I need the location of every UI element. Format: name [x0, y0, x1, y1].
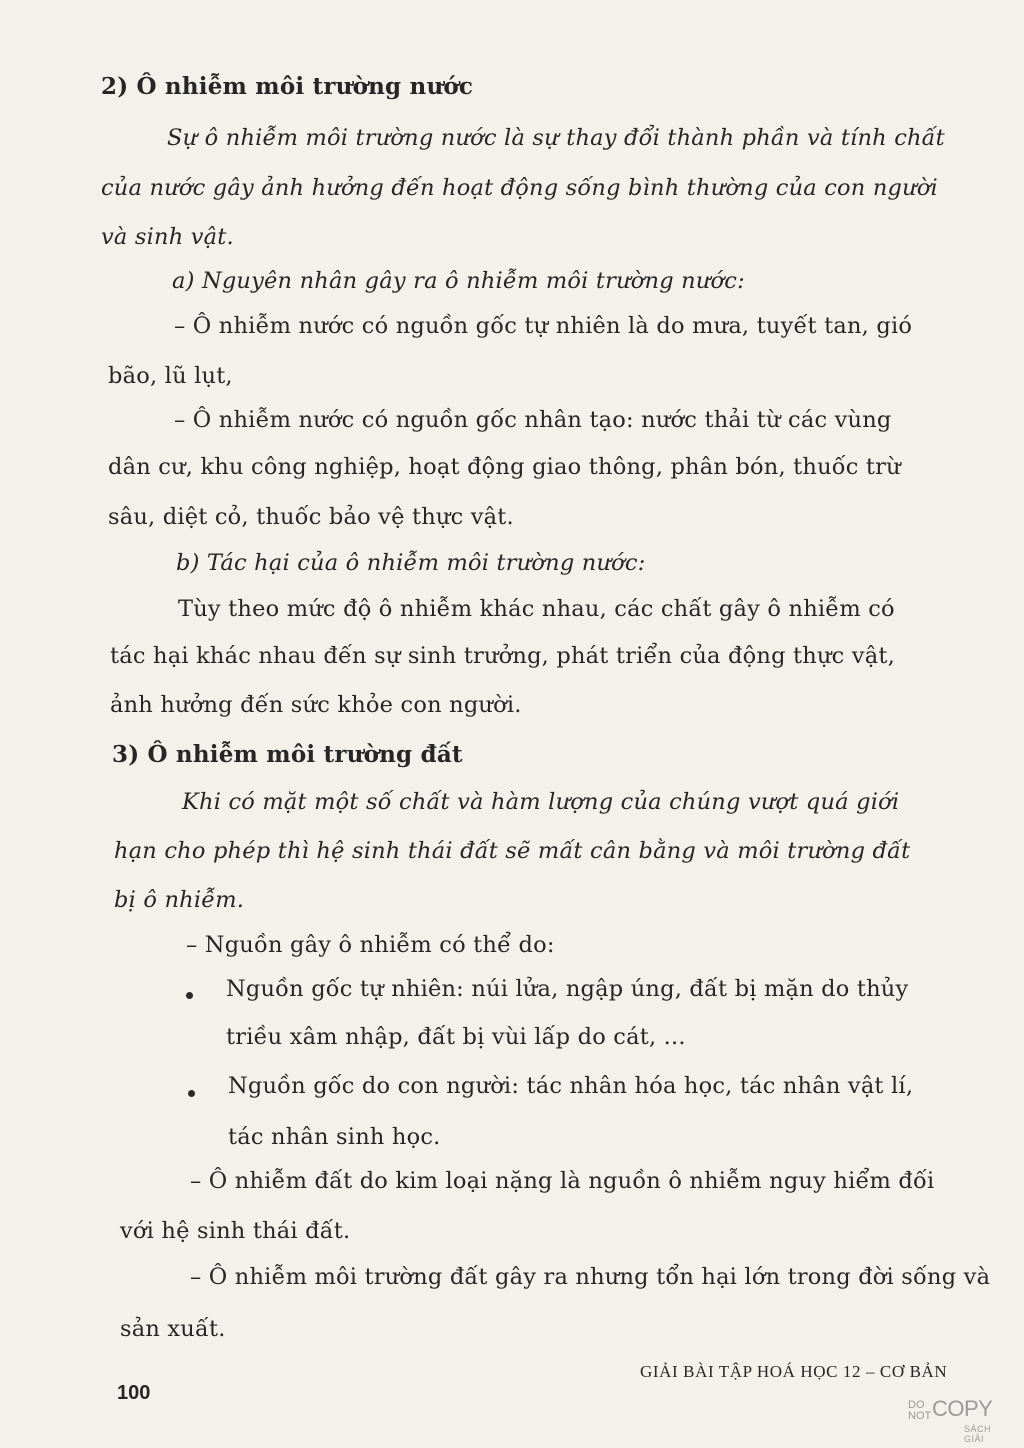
water-definition-line: Sự ô nhiễm môi trường nước là sự thay đổi thành phần và tính chất [167, 125, 945, 151]
soil-source-line: tác nhân sinh học. [228, 1124, 441, 1150]
water-cause-line: – Ô nhiễm nước có nguồn gốc nhân tạo: nước thải từ các vùng [174, 407, 892, 433]
soil-consequence-line: – Ô nhiễm môi trường đất gây ra nhưng tổn hại lớn trong đời sống và [190, 1264, 991, 1290]
soil-source-line: Nguồn gốc do con người: tác nhân hóa học, tác nhân vật lí, [228, 1073, 914, 1099]
soil-source-line: Nguồn gốc tự nhiên: núi lửa, ngập úng, đất bị mặn do thủy [226, 976, 909, 1002]
water-cause-line: – Ô nhiễm nước có nguồn gốc tự nhiên là do mưa, tuyết tan, gió [174, 313, 913, 339]
book-title: GIẢI BÀI TẬP HOÁ HỌC 12 – CƠ BẢN [640, 1362, 948, 1381]
water-definition-line: và sinh vật. [101, 224, 234, 250]
water-definition-line: của nước gây ảnh hưởng đến hoạt động sống bình thường của con người [101, 175, 938, 201]
watermark-line2: COPY [932, 1396, 993, 1421]
water-causes-title: a) Nguyên nhân gây ra ô nhiễm môi trường nước: [172, 268, 745, 294]
page-number: 100 [117, 1382, 151, 1404]
water-cause-line: bão, lũ lụt, [108, 363, 233, 389]
soil-definition-line: Khi có mặt một số chất và hàm lượng của chúng vượt quá giới [182, 789, 900, 815]
soil-heavy-metal-line: với hệ sinh thái đất. [120, 1218, 351, 1244]
water-harm-line: Tùy theo mức độ ô nhiễm khác nhau, các chất gây ô nhiễm có [178, 596, 895, 622]
soil-heavy-metal-line: – Ô nhiễm đất do kim loại nặng là nguồn ô nhiễm nguy hiểm đối [190, 1168, 935, 1194]
soil-source-line: triều xâm nhập, đất bị vùi lấp do cát, ... [226, 1024, 686, 1050]
water-harm-line: ảnh hưởng đến sức khỏe con người. [110, 692, 522, 718]
bullet-dot [186, 992, 193, 999]
section-heading-soil: 3) Ô nhiễm môi trường đất [112, 741, 463, 768]
watermark-logo [908, 1396, 1008, 1444]
soil-consequence-line: sản xuất. [120, 1316, 226, 1342]
section-heading-water: 2) Ô nhiễm môi trường nước [101, 73, 474, 100]
soil-definition-line: hạn cho phép thì hệ sinh thái đất sẽ mất cân bằng và môi trường đất [114, 838, 911, 864]
water-cause-line: sâu, diệt cỏ, thuốc bảo vệ thực vật. [108, 504, 514, 530]
bullet-dot [188, 1090, 195, 1097]
water-harm-line: tác hại khác nhau đến sự sinh trưởng, phát triển của động thực vật, [110, 643, 895, 669]
soil-sources-intro: – Nguồn gây ô nhiễm có thể do: [186, 932, 555, 958]
soil-definition-line: bị ô nhiễm. [114, 887, 245, 913]
watermark-line1: DO NOT [908, 1399, 932, 1422]
water-cause-line: dân cư, khu công nghiệp, hoạt động giao thông, phân bón, thuốc trừ [108, 454, 901, 480]
watermark-line3: SÁCH GIẢI [964, 1424, 992, 1444]
water-harm-title: b) Tác hại của ô nhiễm môi trường nước: [176, 550, 646, 576]
